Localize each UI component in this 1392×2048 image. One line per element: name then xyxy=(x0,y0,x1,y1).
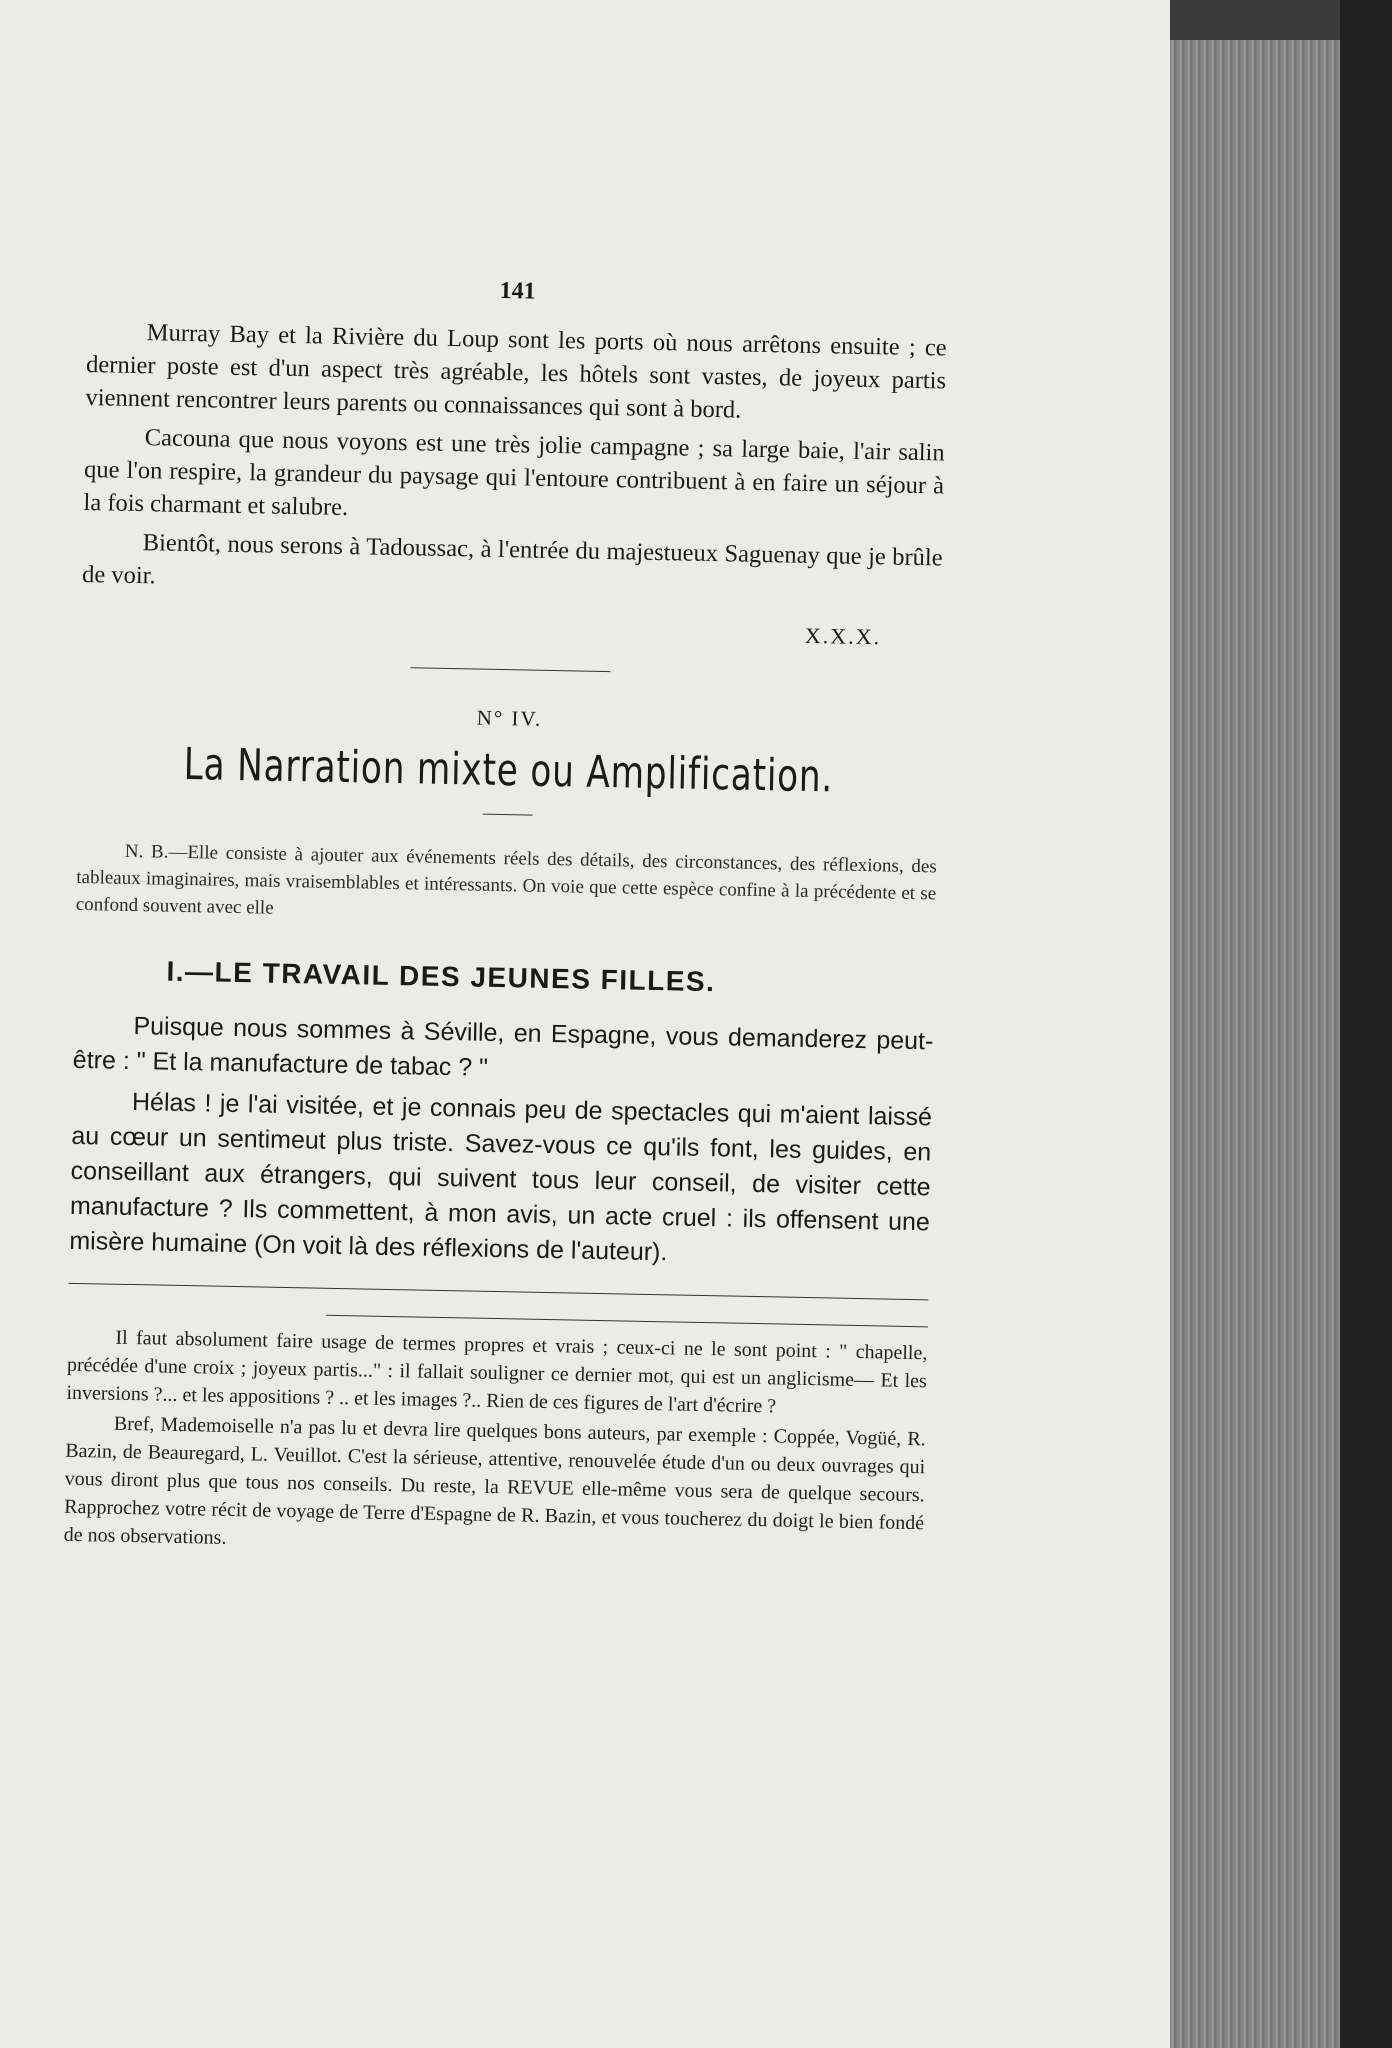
section-number: N° IV. xyxy=(476,705,543,731)
text-block xyxy=(63,270,947,1567)
note: N. B.—Elle consiste à ajouter aux événements réels des détails, des circonstances, des réflexions, des tableaux imaginaires, mais vraisemblables et intéressants. On voie que cette espèce confine à la précédente et se confond souvent avec elle xyxy=(75,840,937,919)
footnote: Il faut absolument faire usage de termes propres et vrais ; ceux-ci ne le sont point : " chapelle, précédée d'une croix ; joyeux partis..." : il fallait souligner ce dernier mot, qui est un anglicisme— Et les inversions ?... et les appositions ? .. et les images ?.. Rien de ces figures de l'art d'écrire ? xyxy=(66,1326,928,1418)
signature: X.X.X. xyxy=(804,622,882,650)
divider xyxy=(410,667,610,672)
paragraph: Hélas ! je l'ai visitée, et je connais peu de spectacles qui m'aient laissé au cœur un sentimeut plus triste. Savez-vous ce qu'ils font, les guides, en conseillant aux étrangers, qui suivent tous leur conseil, de visiter cette manufacture ? Ils commettent, à mon avis, un acte cruel : ils offensent une misère humaine (On voit là des réflexions de l'auteur). xyxy=(69,1088,933,1267)
paragraph: Cacouna que nous voyons est une très jolie campagne ; sa large baie, l'air salin que l'on respire, la grandeur du paysage qui l'entoure contribuent à en faire un séjour à la fois charmant et salubre. xyxy=(83,424,945,522)
paragraph: Bientôt, nous serons à Tadoussac, à l'entrée du majestueux Saguenay que je brûle de voir. xyxy=(81,529,943,590)
section-title: La Narration mixte ou Amplification. xyxy=(183,738,834,803)
divider xyxy=(483,814,533,816)
page-number: 141 xyxy=(499,277,536,305)
paragraph: Puisque nous sommes à Séville, en Espagne, vous demanderez peut-être : " Et la manufacture de tabac ? " xyxy=(72,1012,934,1082)
subtitle: I.—LE TRAVAIL DES JEUNES FILLES. xyxy=(166,955,716,998)
paragraph: Murray Bay et la Rivière du Loup sont les ports où nous arrêtons ensuite ; ce dernier poste est d'un aspect très agréable, les hôtels sont vastes, de joyeux partis viennent rencontrer leurs parents ou connaissances qui sont à bord. xyxy=(85,319,947,424)
footnote-rule xyxy=(326,1315,928,1328)
divider xyxy=(69,1283,929,1301)
footnote: Bref, Mademoiselle n'a pas lu et devra lire quelques bons auteurs, par exemple : Coppée, Vogüé, R. Bazin, de Beauregard, L. Veuillot. C'est la sérieuse, attentive, renouvelée étude d'un ou deux ouvrages qui vous diront plus que tous nos conseils. Du reste, la REVUE elle-même vous sera de quelque secours. Rapprochez votre récit de voyage de Terre d'Espagne de R. Bazin, et vous toucherez du doigt le bien fondé de nos observations. xyxy=(63,1412,926,1549)
book-spine xyxy=(1340,0,1392,2048)
